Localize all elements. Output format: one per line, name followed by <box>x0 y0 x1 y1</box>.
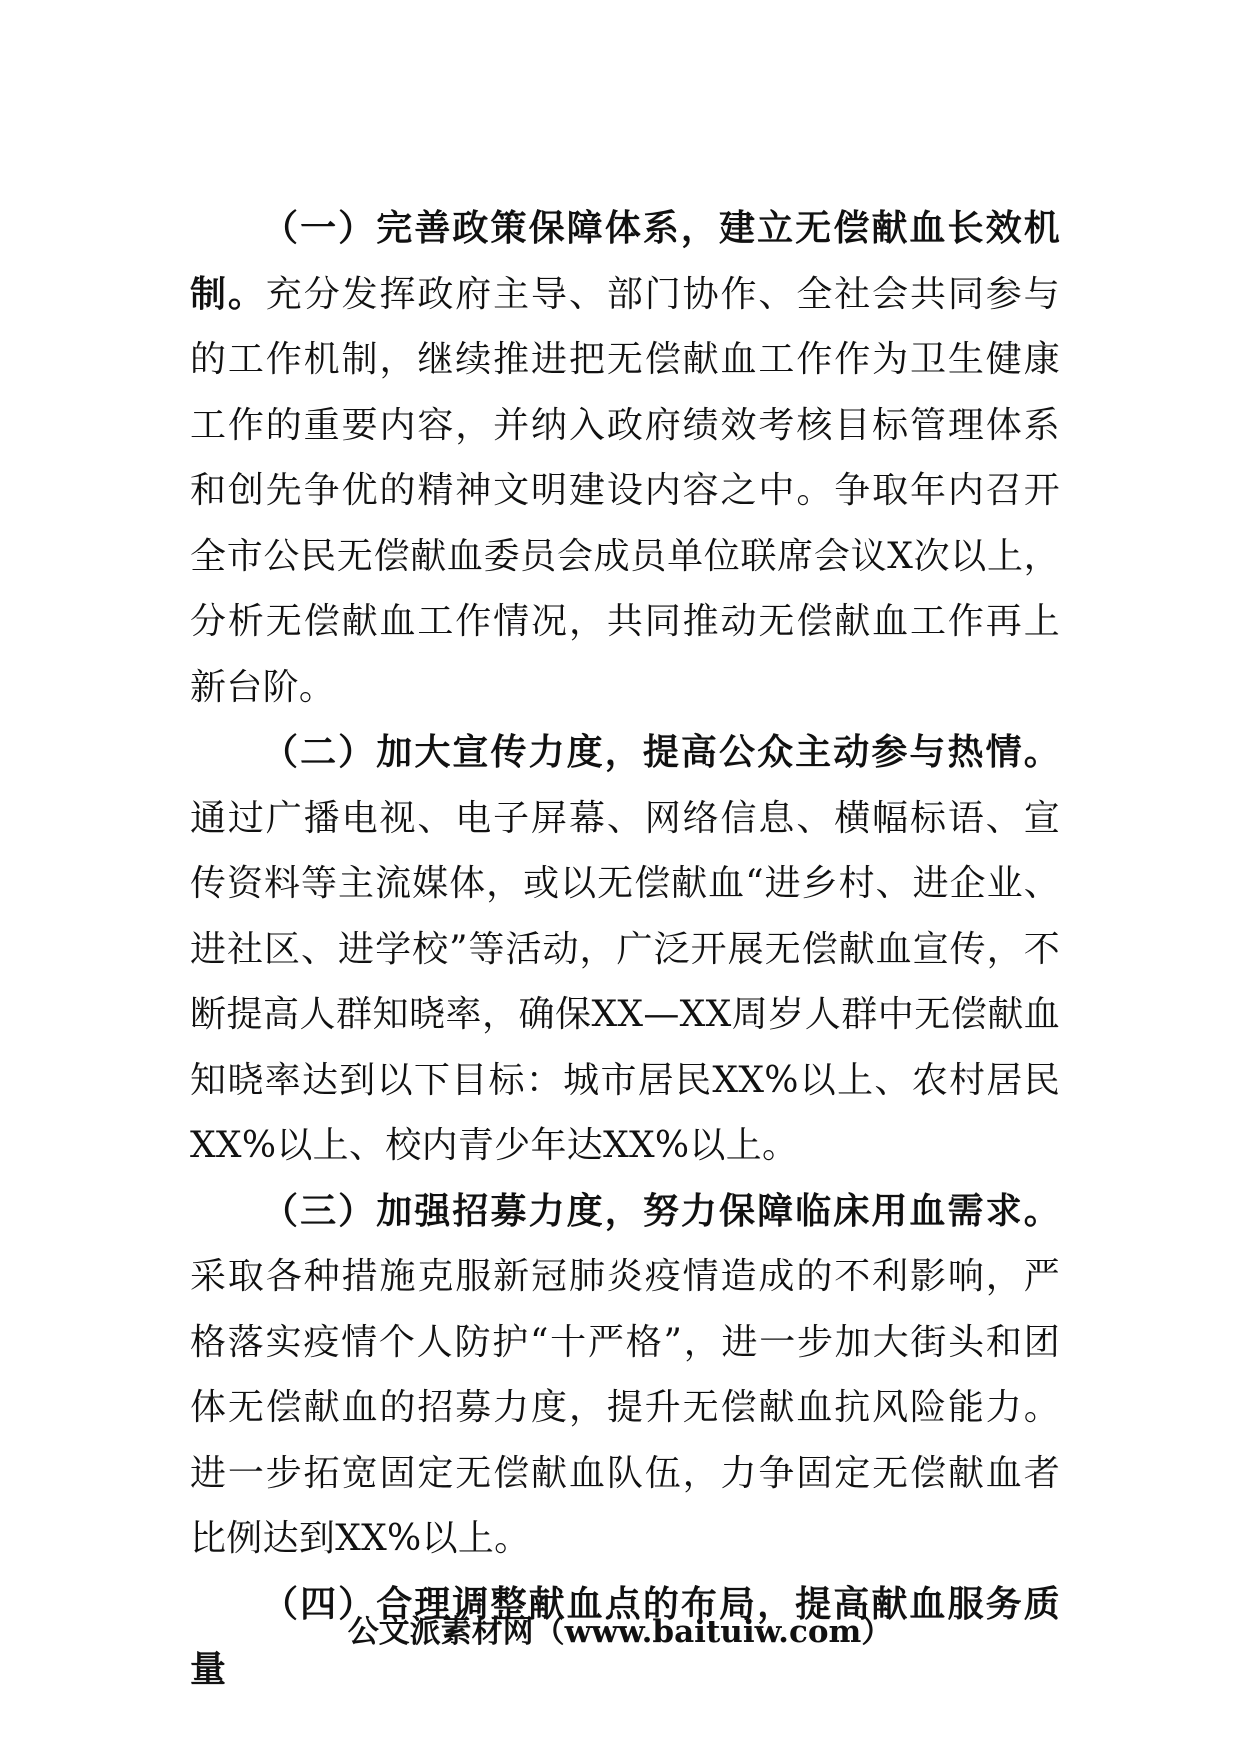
paragraph-2-heading: （二）加大宣传力度，提高公众主动参与热情。 <box>262 732 1060 773</box>
paragraph-1 <box>190 196 1060 720</box>
paragraph-4-heading: （四）合理调整献血点的布局，提高献血服务质量 <box>190 1583 1060 1690</box>
paragraph-1-heading: （一）完善政策保障体系，建立无偿献血长效机制。 <box>190 208 1060 315</box>
paragraph-3 <box>190 1179 1060 1572</box>
paragraph-1-body: 充分发挥政府主导、部门协作、全社会共同参与的工作机制，继续推进把无偿献血工作作为卫生健康工作的重要内容，并纳入政府绩效考核目标管理体系和创先争优的精神文明建设内容之中。争取年内召开全市公民无偿献血委员会成员单位联席会议X次以上，分析无偿献血工作情况，共同推动无偿献血工作再上新台阶。 <box>190 273 1060 708</box>
paragraph-3-body: 采取各种措施克服新冠肺炎疫情造成的不利影响，严格落实疫情个人防护“十严格”，进一步加大街头和团体无偿献血的招募力度，提升无偿献血抗风险能力。进一步拓宽固定无偿献血队伍，力争固定无偿献血者比例达到XX%以上。 <box>190 1256 1060 1559</box>
paragraph-2 <box>190 720 1060 1179</box>
document-body <box>190 196 1060 1703</box>
footer-source-credit: 公文派素材网（www.baituiw.com） <box>347 1614 893 1650</box>
paragraph-2-body: 通过广播电视、电子屏幕、网络信息、横幅标语、宣传资料等主流媒体，或以无偿献血“进乡村、进企业、进社区、进学校”等活动，广泛开展无偿献血宣传，不断提高人群知晓率，确保XX—XX周岁人群中无偿献血知晓率达到以下目标：城市居民XX%以上、农村居民XX%以上、校内青少年达XX%以上。 <box>190 797 1060 1166</box>
paragraph-3-heading: （三）加强招募力度，努力保障临床用血需求。 <box>262 1190 1060 1232</box>
